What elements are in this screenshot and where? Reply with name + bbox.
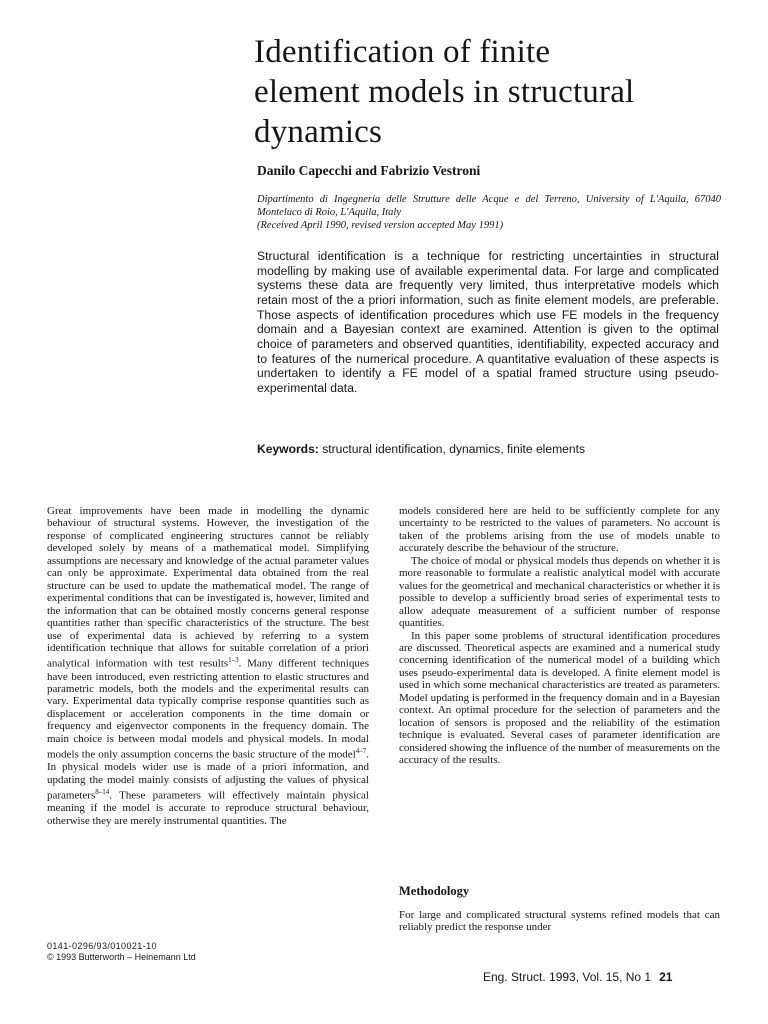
article-title [254, 32, 734, 152]
affiliation: Dipartimento di Ingegneria delle Strutture delle Acque e del Terreno, University of L'Aquila, 67040 Monteluco di Roio, L'Aquila, Italy [257, 194, 721, 218]
page-number: 21 [659, 970, 673, 984]
left-column [47, 505, 369, 827]
title-line: Identification of finite [254, 34, 551, 70]
body-paragraph: In this paper some problems of structural identification procedures are discussed. Theoretical aspects are examined and a numerical study concerning identification of the numerical model of a building which uses pseudo-experimental data is developed. A finite element model is used in which some mechanical characteristics are treated as parameters. Model updating is performed in the frequency domain and in a Bayesian context. An optimal procedure for the selection of parameters and the location of sensors is proposed and the reliability of the estimation technique is evaluated. Several cases of parameter identification are considered showing the influence of the number of measurements on the accuracy of the results. [399, 629, 720, 767]
title-line: dynamics [254, 114, 383, 150]
copyright: © 1993 Butterworth – Heinemann Ltd [47, 952, 196, 962]
body-text: . These parameters will effectively maintain physical meaning if the model is accurate to reproduce structural behaviour, otherwise they are merely instrumental quantities. The [47, 789, 369, 827]
right-column [399, 505, 720, 767]
page-footer [483, 970, 672, 984]
body-text: . Many different techniques have been introduced, even restricting attention to elastic structures and parametric models, both the models and the experimental results can vary. Experimental data typically comprise response quantities such as displacement or acceleration components in the time domain or frequency and eigenvector components in the frequency domain. The main choice is between modal models and physical models. In modal models the only assumption concerns the basic structure of the model [47, 658, 369, 761]
article-code: 0141-0296/93/010021-10 [47, 941, 157, 951]
keywords-text: structural identification, dynamics, finite elements [322, 442, 586, 456]
reference-superscript: 4–7 [355, 747, 367, 756]
body-text: Great improvements have been made in modelling the dynamic behaviour of structural systems. However, the investigation of the response of complicated engineering structures cannot be reliably developed solely by means of a mathematical model. Simplifying assumptions are necessary and knowledge of the actual parameter values can only be approximate. Experimental data obtained from the real structure can be used to update the mathematical model. The range of experimental conditions that can be investigated is, however, limited and the information that can be obtained mostly concerns general response quantities rather than specific characteristics of the structure. The best use of experimental data is achieved by referring to a system identification technique that allows for suitable correlation of a priori analytical information with test results [47, 505, 369, 671]
authors: Danilo Capecchi and Fabrizio Vestroni [257, 163, 481, 178]
abstract: Structural identification is a technique for restricting uncertainties in structural modelling by making use of available experimental data. For large and complicated systems these data are frequently very limited, thus interpretative models which retain most of the a priori information, such as finite element models, are preferable. Those aspects of identification procedures which use FE models in the frequency domain and a Bayesian context are examined. Attention is given to the optimal choice of parameters and observed quantities, identifiability, expected accuracy and to features of the numerical procedure. A quantitative evaluation of these aspects is undertaken to identify a FE model of a spatial framed structure using pseudo-experimental data. [257, 249, 719, 395]
body-paragraph: For large and complicated structural systems refined models that can reliably predict the response under [399, 909, 720, 934]
body-paragraph: The choice of modal or physical models thus depends on whether it is more reasonable to formulate a realistic analytical model with accurate values for the geometrical and mechanical characteristics or whether it is possible to develop a sufficiently broad series of experimental tests to allow adequate measurement of a sufficient number of response quantities. [399, 554, 720, 630]
body-text: . In physical models wider use is made of a priori information, and updating the model mainly consists of adjusting the values of physical parameters [47, 748, 369, 802]
body-paragraph [47, 505, 369, 827]
keywords [257, 442, 585, 456]
journal-citation: Eng. Struct. 1993, Vol. 15, No 1 [483, 970, 652, 984]
body-paragraph: models considered here are held to be sufficiently complete for any uncertainty to be restricted to the values of parameters. No account is taken of the problems arising from the use of models unable to accurately describe the behaviour of the structure. [399, 505, 720, 555]
reference-superscript: 1–3 [228, 656, 239, 665]
keywords-label: Keywords: [257, 442, 319, 456]
title-line: element models in structural [254, 74, 635, 110]
received-date: (Received April 1990, revised version accepted May 1991) [257, 220, 504, 231]
section-heading: Methodology [399, 884, 470, 898]
reference-superscript: 8–14 [95, 788, 110, 797]
